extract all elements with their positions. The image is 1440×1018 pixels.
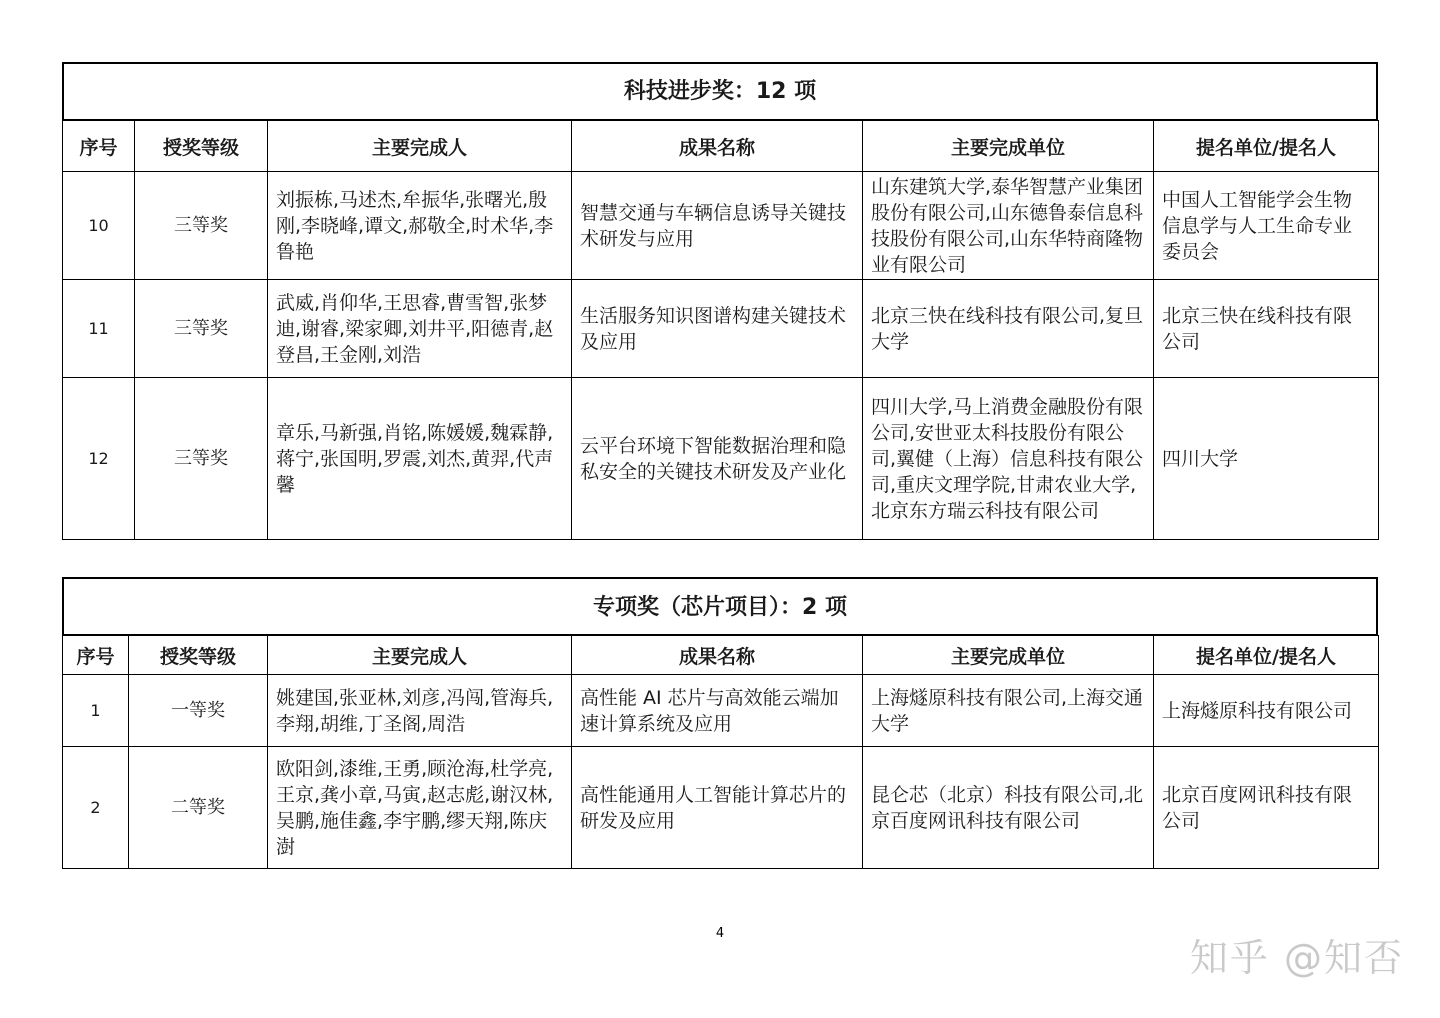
header-row (63, 121, 1379, 172)
page-number: 4 (715, 926, 725, 941)
row-people: 刘振栋,马述杰,牟振华,张曙光,殷刚,李晓峰,谭文,郝敬全,时术华,李鲁艳 (268, 172, 572, 280)
col-header-people: 主要完成人 (268, 121, 572, 172)
col-header-no: 序号 (63, 121, 135, 172)
row-level: 二等奖 (129, 747, 268, 869)
section-title: 科技进步奖：12 项 (62, 62, 1378, 120)
row-no: 11 (63, 280, 135, 378)
row-units: 上海燧原科技有限公司,上海交通大学 (863, 675, 1154, 747)
col-header-level: 授奖等级 (129, 636, 268, 675)
row-level: 三等奖 (135, 280, 268, 378)
row-project: 智慧交通与车辆信息诱导关键技术研发与应用 (572, 172, 863, 280)
row-units: 山东建筑大学,泰华智慧产业集团股份有限公司,山东德鲁泰信息科技股份有限公司,山东华特商隆物业有限公司 (863, 172, 1154, 280)
col-header-project: 成果名称 (572, 636, 863, 675)
table-row (63, 675, 1379, 747)
award-table (62, 120, 1379, 540)
row-people: 章乐,马新强,肖铭,陈媛媛,魏霖静,蒋宁,张国明,罗震,刘杰,黄羿,代声馨 (268, 378, 572, 540)
col-header-project: 成果名称 (572, 121, 863, 172)
row-project: 生活服务知识图谱构建关键技术及应用 (572, 280, 863, 378)
row-units: 四川大学,马上消费金融股份有限公司,安世亚太科技股份有限公司,翼健（上海）信息科技有限公司,重庆文理学院,甘肃农业大学,北京东方瑞云科技有限公司 (863, 378, 1154, 540)
table-row (63, 747, 1379, 869)
col-header-nominator: 提名单位/提名人 (1154, 636, 1379, 675)
row-no: 12 (63, 378, 135, 540)
col-header-units: 主要完成单位 (863, 636, 1154, 675)
row-project: 高性能通用人工智能计算芯片的研发及应用 (572, 747, 863, 869)
col-header-nominator: 提名单位/提名人 (1154, 121, 1379, 172)
row-no: 2 (63, 747, 129, 869)
col-header-units: 主要完成单位 (863, 121, 1154, 172)
watermark: 知乎 @知否 (1189, 936, 1404, 980)
table-row (63, 378, 1379, 540)
table-row (63, 280, 1379, 378)
row-project: 云平台环境下智能数据治理和隐私安全的关键技术研发及产业化 (572, 378, 863, 540)
col-header-level: 授奖等级 (135, 121, 268, 172)
row-people: 姚建国,张亚林,刘彦,冯闯,管海兵,李翔,胡维,丁圣阁,周浩 (268, 675, 572, 747)
row-nominator: 四川大学 (1154, 378, 1379, 540)
award-section-progress (62, 62, 1378, 540)
row-nominator: 北京百度网讯科技有限公司 (1154, 747, 1379, 869)
row-no: 1 (63, 675, 129, 747)
row-nominator: 北京三快在线科技有限公司 (1154, 280, 1379, 378)
table-row (63, 172, 1379, 280)
row-people: 武威,肖仰华,王思睿,曹雪智,张梦迪,谢睿,梁家卿,刘井平,阳德青,赵登昌,王金刚,刘浩 (268, 280, 572, 378)
row-level: 一等奖 (129, 675, 268, 747)
section-title: 专项奖（芯片项目）：2 项 (62, 577, 1378, 635)
row-people: 欧阳剑,漆维,王勇,顾沧海,杜学亮,王京,龚小章,马寅,赵志彪,谢汉林,吴鹏,施佳鑫,李宇鹏,缪天翔,陈庆澍 (268, 747, 572, 869)
row-level: 三等奖 (135, 172, 268, 280)
row-project: 高性能 AI 芯片与高效能云端加速计算系统及应用 (572, 675, 863, 747)
row-units: 北京三快在线科技有限公司,复旦大学 (863, 280, 1154, 378)
award-section-chip (62, 577, 1378, 869)
col-header-no: 序号 (63, 636, 129, 675)
row-units: 昆仑芯（北京）科技有限公司,北京百度网讯科技有限公司 (863, 747, 1154, 869)
row-no: 10 (63, 172, 135, 280)
row-level: 三等奖 (135, 378, 268, 540)
header-row (63, 636, 1379, 675)
col-header-people: 主要完成人 (268, 636, 572, 675)
row-nominator: 中国人工智能学会生物信息学与人工生命专业委员会 (1154, 172, 1379, 280)
row-nominator: 上海燧原科技有限公司 (1154, 675, 1379, 747)
award-table (62, 635, 1379, 869)
